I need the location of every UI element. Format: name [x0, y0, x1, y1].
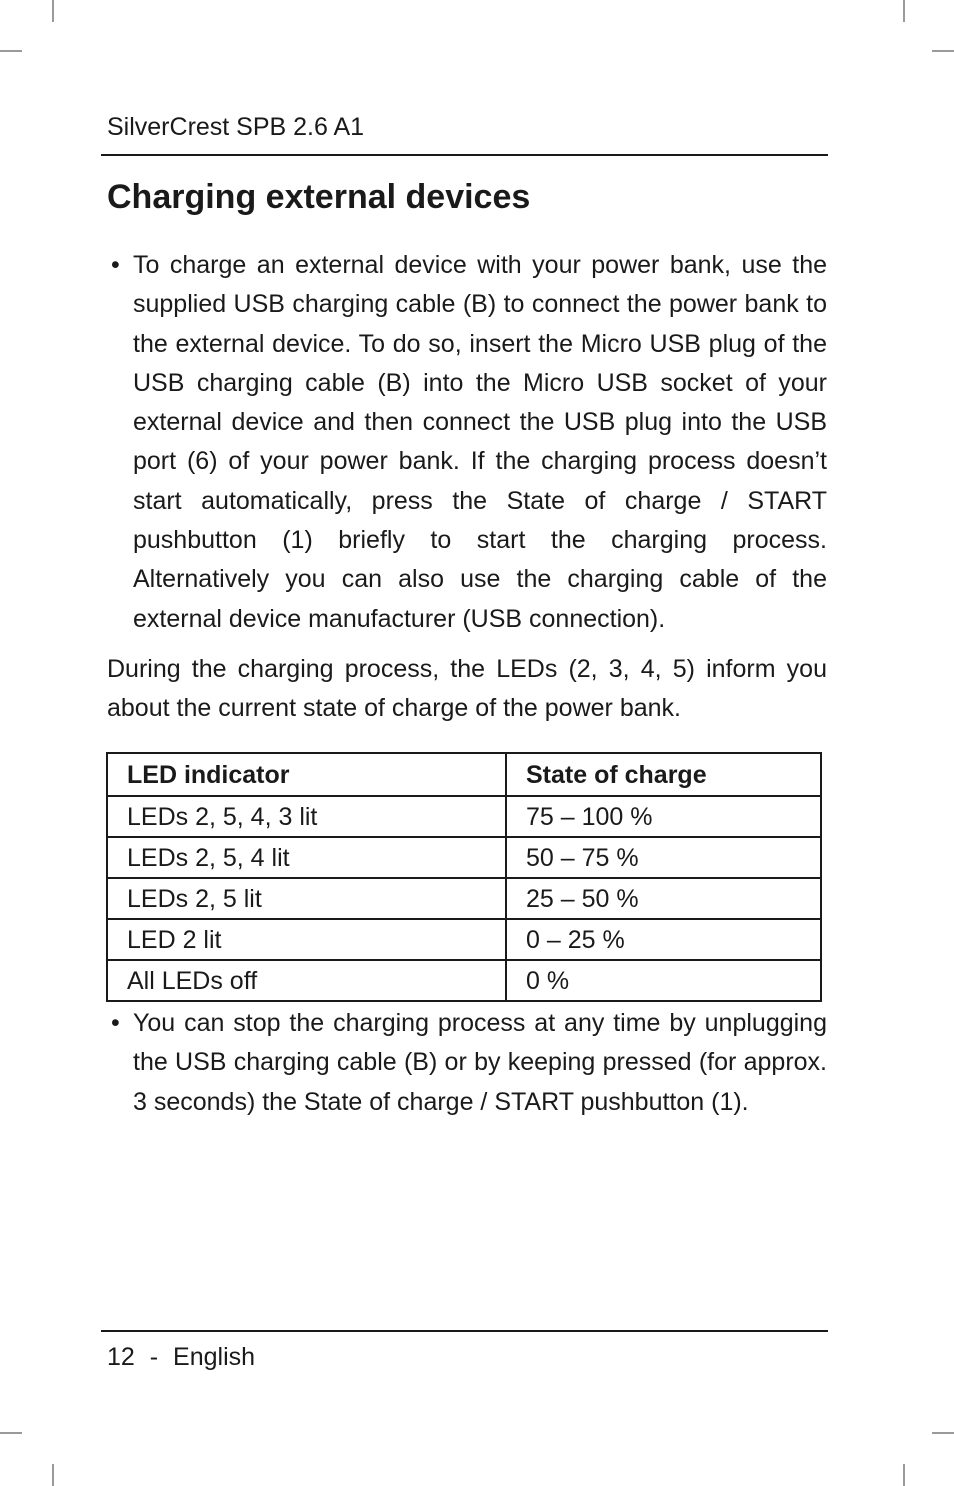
bullet-text: You can stop the charging process at any time by unplugging the USB charging cable (B) or by keeping pressed (for approx. 3 seconds) the State of charge / START pushbutton (1). — [133, 1009, 827, 1116]
crop-mark — [0, 1432, 22, 1434]
table-cell: 0 % — [506, 960, 821, 1001]
body-paragraph: During the charging process, the LEDs (2, 3, 4, 5) inform you about the current state of charge of the power bank. — [107, 655, 827, 723]
crop-mark — [932, 50, 954, 52]
bullet-icon: • — [111, 1009, 120, 1037]
crop-mark — [52, 1464, 54, 1486]
footer-rule — [101, 1330, 828, 1332]
footer-separator: - — [149, 1343, 159, 1371]
table-cell: 50 – 75 % — [506, 837, 821, 878]
crop-mark — [0, 50, 22, 52]
column-header: State of charge — [506, 753, 821, 796]
table-header-row — [107, 753, 821, 796]
table-row — [107, 837, 821, 878]
table-cell: LEDs 2, 5, 4, 3 lit — [107, 796, 506, 837]
page-number: 12 — [107, 1343, 135, 1371]
page-footer — [107, 1342, 255, 1372]
bullet-item — [107, 246, 827, 639]
bullet-text: To charge an external device with your power bank, use the supplied USB charging cable (B) to connect the power bank to the external device. To do so, insert the Micro USB plug of the USB charging cable (B) into the Micro USB socket of your external device and then connect the USB plug into the USB port (6) of your power bank. If the charging process doesn’t start automatically, press the State of charge / START pushbutton (1) briefly to start the charging process. Alternatively you can also use the charging cable of the external device manufacturer (USB connection). — [133, 251, 827, 633]
led-status-table — [106, 752, 822, 1002]
bullet-icon: • — [111, 251, 120, 279]
table-cell: LEDs 2, 5 lit — [107, 878, 506, 919]
crop-mark — [52, 0, 54, 22]
table-cell: 0 – 25 % — [506, 919, 821, 960]
footer-language: English — [173, 1343, 256, 1371]
header-rule — [101, 154, 828, 156]
table-row — [107, 878, 821, 919]
table-cell: 75 – 100 % — [506, 796, 821, 837]
section-title: Charging external devices — [107, 178, 531, 216]
table-cell: LEDs 2, 5, 4 lit — [107, 837, 506, 878]
table-row — [107, 796, 821, 837]
crop-mark — [903, 0, 905, 22]
column-header: LED indicator — [107, 753, 506, 796]
running-header: SilverCrest SPB 2.6 A1 — [107, 113, 365, 141]
table-cell: LED 2 lit — [107, 919, 506, 960]
table-cell: 25 – 50 % — [506, 878, 821, 919]
table-row — [107, 919, 821, 960]
table-cell: All LEDs off — [107, 960, 506, 1001]
bullet-item — [107, 1004, 827, 1122]
crop-mark — [903, 1464, 905, 1486]
table-row — [107, 960, 821, 1001]
crop-mark — [932, 1432, 954, 1434]
